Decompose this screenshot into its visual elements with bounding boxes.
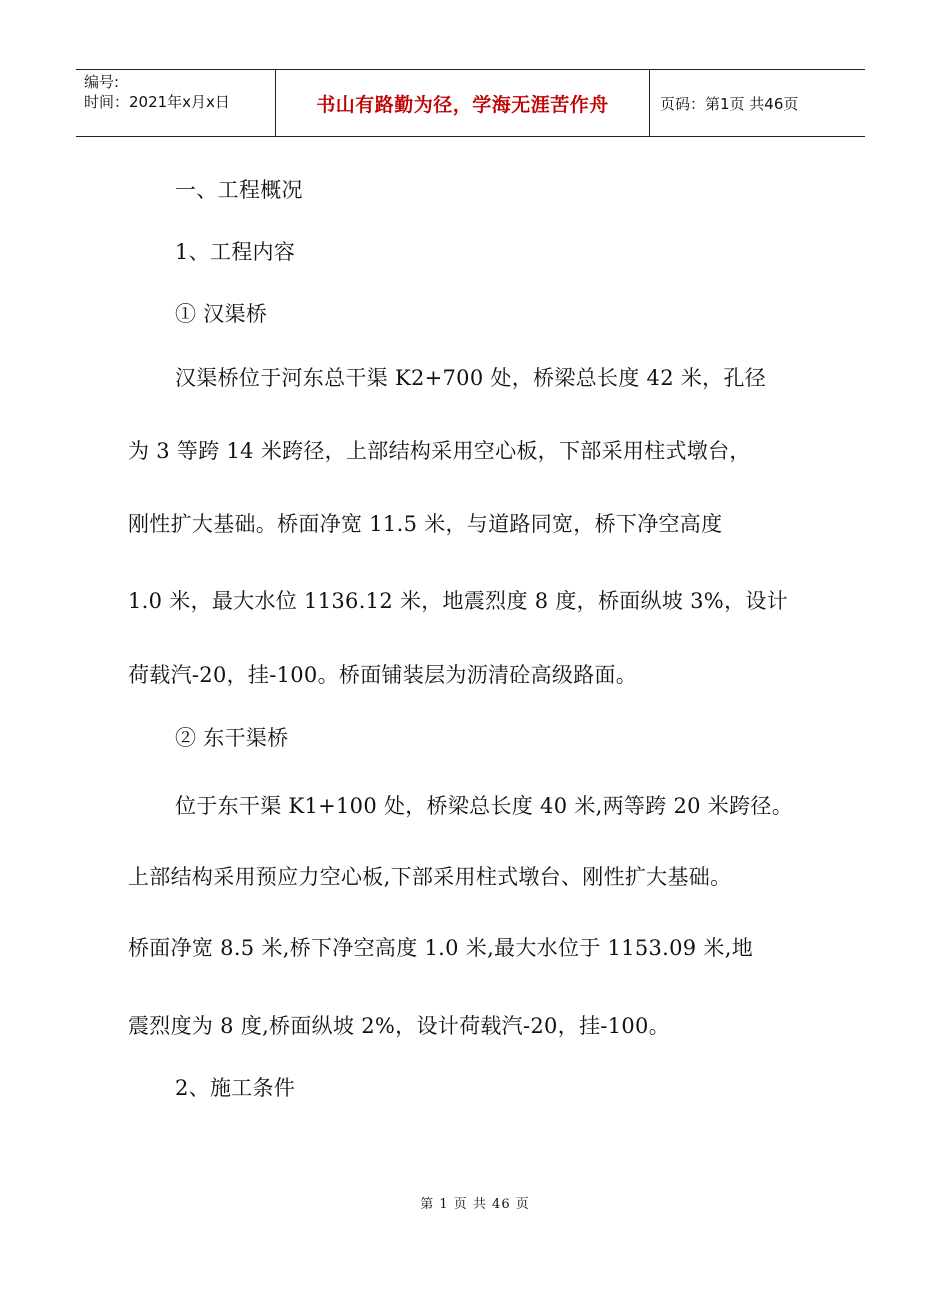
paragraph-line: 位于东干渠 K1+100 处，桥梁总长度 40 米,两等跨 20 米跨径。	[175, 794, 793, 818]
paragraph-line: 汉渠桥位于河东总干渠 K2+700 处，桥梁总长度 42 米，孔径	[175, 366, 767, 390]
paragraph-line: 荷载汽-20，挂-100。桥面铺装层为沥清砼高级路面。	[128, 663, 638, 687]
section-heading: 一、工程概况	[175, 178, 303, 202]
paragraph-line: 上部结构采用预应力空心板,下部采用柱式墩台、刚性扩大基础。	[128, 865, 732, 889]
document-number-label: 编号:	[84, 73, 120, 91]
header-motto: 书山有路勤为径，学海无涯苦作舟	[276, 70, 650, 136]
page-footer: 第 1 页 共 46 页	[420, 1197, 530, 1212]
paragraph-line: 刚性扩大基础。桥面净宽 11.5 米，与道路同宽，桥下净空高度	[128, 512, 723, 536]
paragraph-line: 为 3 等跨 14 米跨径，上部结构采用空心板，下部采用柱式墩台，	[128, 439, 751, 463]
subsection-heading: 1、工程内容	[175, 240, 296, 264]
document-time: 时间：2021年x月x日	[84, 93, 230, 111]
paragraph-line: 震烈度为 8 度,桥面纵坡 2%，设计荷载汽-20，挂-100。	[128, 1014, 670, 1038]
paragraph-line: 桥面净宽 8.5 米,桥下净空高度 1.0 米,最大水位于 1153.09 米,地	[128, 936, 754, 960]
header-page-info: 页码：第1页 共46页	[660, 94, 799, 113]
item-heading: ① 汉渠桥	[175, 302, 268, 326]
page-header	[76, 69, 865, 137]
item-heading: ② 东干渠桥	[175, 726, 289, 750]
subsection-heading: 2、施工条件	[175, 1076, 296, 1100]
header-meta	[76, 70, 276, 136]
paragraph-line: 1.0 米，最大水位 1136.12 米，地震烈度 8 度，桥面纵坡 3%，设计	[128, 589, 788, 613]
